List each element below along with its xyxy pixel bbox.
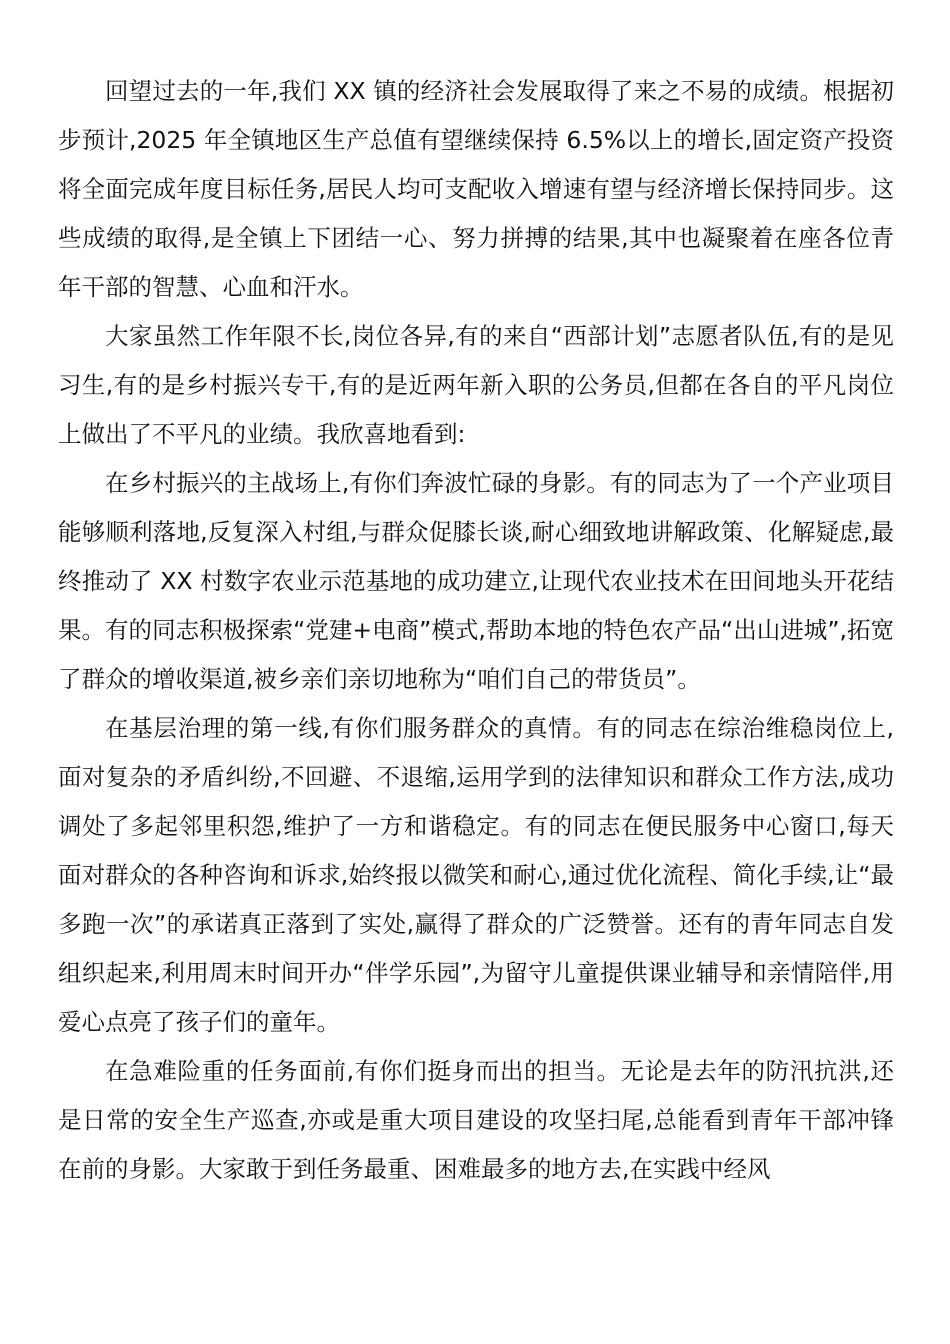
paragraph-urgent-tasks: 在急难险重的任务面前,有你们挺身而出的担当。无论是去年的防汛抗洪,还是日常的安全生产巡查,亦或是重大项目建设的攻坚扫尾,总能看到青年干部冲锋在前的身影。大家敢于到任务最重、困难最多的地方去,在实践中经风 [58, 1057, 894, 1183]
paragraph-grassroots-governance: 在基层治理的第一线,有你们服务群众的真情。有的同志在综治维稳岗位上,面对复杂的矛盾纠纷,不回避、不退缩,运用学到的法律知识和群众工作方法,成功调处了多起邻里积怨,维护了一方和谐稳定。有的同志在便民服务中心窗口,每天面对群众的各种咨询和诉求,始终报以微笑和耐心,通过优化流程、简化手续,让“最多跑一次”的承诺真正落到了实处,赢得了群众的广泛赞誉。还有的青年同志自发组织起来,利用周末时间开办“伴学乐园”,为留守儿童提供课业辅导和亲情陪伴,用爱心点亮了孩子们的童年。 [58, 714, 894, 1036]
paragraph-young-cadres: 大家虽然工作年限不长,岗位各异,有的来自“西部计划”志愿者队伍,有的是见习生,有的是乡村振兴专干,有的是近两年新入职的公务员,但都在各自的平凡岗位上做出了不平凡的业绩。我欣喜地看到: [58, 322, 894, 448]
paragraph-rural-revitalization: 在乡村振兴的主战场上,有你们奔波忙碌的身影。有的同志为了一个产业项目能够顺利落地,反复深入村组,与群众促膝长谈,耐心细致地讲解政策、化解疑虑,最终推动了 XX 村数字农业示范基地的成功建立,让现代农业技术在田间地头开花结果。有的同志积极探索“党建+电商”模式,帮助本地的特色农产品“出山进城”,拓宽了群众的增收渠道,被乡亲们亲切地称为“咱们自己的带货员”。 [58, 469, 894, 693]
document-body [58, 67, 894, 1194]
paragraph-achievements: 回望过去的一年,我们 XX 镇的经济社会发展取得了来之不易的成绩。根据初步预计,2025 年全镇地区生产总值有望继续保持 6.5%以上的增长,固定资产投资将全面完成年度目标任务,居民人均可支配收入增速有望与经济增长保持同步。这些成绩的取得,是全镇上下团结一心、努力拼搏的结果,其中也凝聚着在座各位青年干部的智慧、心血和汗水。 [58, 77, 894, 301]
